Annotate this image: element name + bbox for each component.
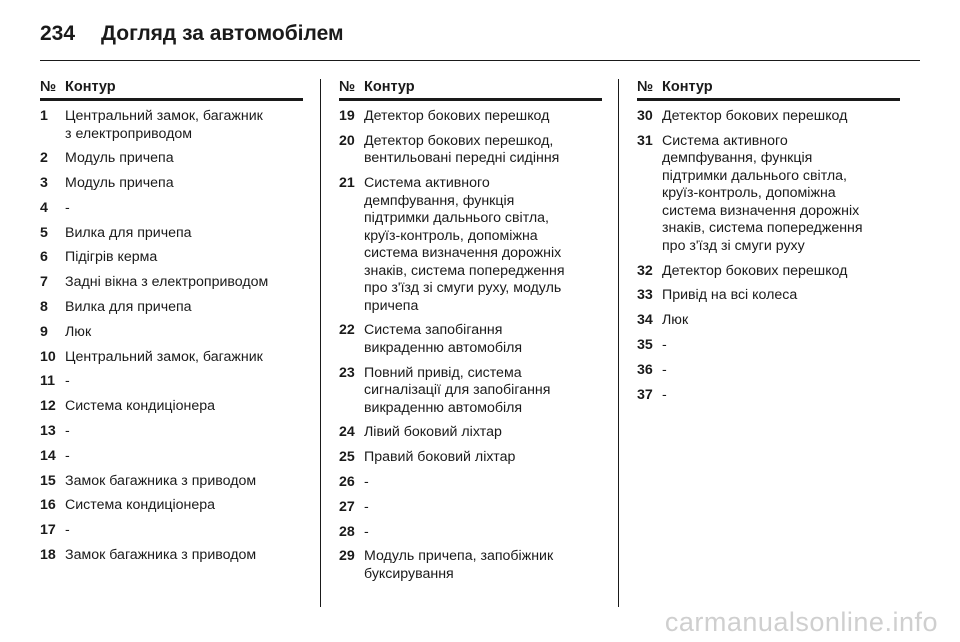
circuit-description: Люк: [65, 323, 92, 340]
circuit-description: Привід на всі колеса: [662, 287, 798, 304]
table-row: [637, 287, 900, 305]
table-row: [40, 398, 303, 416]
circuit-description: Система кондиціонера: [65, 398, 216, 415]
fuse-number: 23: [339, 364, 355, 381]
fuse-number: 5: [40, 224, 48, 241]
circuit-description: Правий боковий ліхтар: [364, 449, 516, 466]
table-row: [339, 548, 602, 583]
table-row: [40, 497, 303, 515]
circuit-description: Модуль причепа: [65, 175, 174, 192]
circuit-description: Задні вікна з електроприводом: [65, 274, 269, 291]
table-row: [40, 448, 303, 466]
table-row: [339, 108, 602, 126]
fuse-column-3: [637, 79, 900, 411]
fuse-number: 16: [40, 497, 56, 514]
table-row: [40, 423, 303, 441]
fuse-number: 1: [40, 108, 48, 124]
table-row: [40, 150, 303, 168]
fuse-number: 7: [40, 274, 48, 291]
fuse-column-2: [339, 79, 602, 591]
fuse-number: 20: [339, 132, 355, 149]
circuit-description: Люк: [662, 312, 689, 329]
fuse-number: 32: [637, 262, 653, 279]
column-divider: [320, 79, 321, 607]
table-row: [339, 499, 602, 517]
circuit-description: Лівий боковий ліхтар: [364, 424, 502, 441]
table-row: [40, 299, 303, 317]
table-row: [637, 362, 900, 380]
header-divider: [40, 60, 920, 61]
fuse-number: 25: [339, 449, 355, 466]
column-header: [637, 79, 900, 101]
fuse-number: 4: [40, 199, 48, 216]
table-row: [637, 108, 900, 126]
circuit-description: Центральний замок, багажник: [65, 348, 263, 365]
table-row: [637, 133, 900, 256]
circuit-description: Система запобігання викраденню автомобіля: [364, 322, 523, 356]
fuse-number: 34: [637, 312, 653, 329]
fuse-column-1: [40, 79, 303, 572]
column-header-circuit: Контур: [364, 79, 415, 95]
table-row: [339, 524, 602, 542]
fuse-number: 17: [40, 522, 56, 539]
fuse-number: 3: [40, 175, 48, 192]
fuse-number: 29: [339, 548, 355, 565]
circuit-description: -: [364, 498, 369, 515]
table-row: [40, 473, 303, 491]
fuse-number: 10: [40, 348, 56, 365]
table-row: [637, 337, 900, 355]
circuit-description: Повний привід, система сигналізації для запобігання викраденню автомобіля: [364, 364, 551, 416]
column-header-number: №: [637, 79, 654, 95]
fuse-number: 27: [339, 498, 355, 515]
page-title: Догляд за автомобілем: [101, 22, 344, 45]
circuit-description: Замок багажника з приводом: [65, 547, 257, 564]
circuit-description: Модуль причепа, запобіжник буксирування: [364, 548, 554, 582]
circuit-description: -: [65, 522, 70, 539]
column-header-circuit: Контур: [662, 79, 713, 95]
fuse-number: 15: [40, 472, 56, 489]
fuse-number: 19: [339, 108, 355, 124]
circuit-description: Вилка для причепа: [65, 299, 192, 316]
fuse-number: 33: [637, 287, 653, 304]
column-header-number: №: [40, 79, 57, 95]
table-row: [339, 175, 602, 315]
circuit-description: Система активного демпфування, функція підтримки дальнього світла, круїз-контроль, допоміжна система визначення дорожніх знаків, система попередження про з'їзд зі смуги руху: [662, 132, 863, 254]
table-row: [637, 387, 900, 405]
column-header-number: №: [339, 79, 356, 95]
fuse-number: 14: [40, 447, 56, 464]
column-header-circuit: Контур: [65, 79, 116, 95]
fuse-number: 24: [339, 424, 355, 441]
circuit-description: Підігрів керма: [65, 249, 158, 266]
table-row: [339, 133, 602, 168]
fuse-number: 35: [637, 336, 653, 353]
table-row: [40, 522, 303, 540]
circuit-description: Система активного демпфування, функція підтримки дальнього світла, круїз-контроль, допоміжна система визначення дорожніх знаків, система попередження про з'їзд зі смуги руху, модуль причепа: [364, 175, 565, 314]
fuse-number: 22: [339, 322, 355, 339]
column-divider: [618, 79, 619, 607]
fuse-number: 18: [40, 547, 56, 564]
fuse-number: 2: [40, 150, 48, 167]
circuit-description: -: [65, 423, 70, 440]
table-row: [339, 474, 602, 492]
table-row: [40, 274, 303, 292]
fuse-number: 11: [40, 373, 55, 390]
circuit-description: Детектор бокових перешкод: [662, 108, 848, 124]
circuit-description: -: [65, 199, 70, 216]
table-row: [40, 108, 303, 143]
circuit-description: -: [65, 447, 70, 464]
fuse-number: 30: [637, 108, 653, 124]
circuit-description: Детектор бокових перешкод: [662, 262, 848, 279]
circuit-description: -: [364, 523, 369, 540]
column-header: [339, 79, 602, 101]
fuse-number: 21: [339, 175, 355, 192]
circuit-description: -: [364, 474, 369, 491]
fuse-number: 37: [637, 386, 653, 403]
table-row: [40, 547, 303, 565]
table-row: [40, 249, 303, 267]
table-row: [339, 322, 602, 357]
circuit-description: Система кондиціонера: [65, 497, 216, 514]
watermark: carmanualsonline.info: [664, 607, 938, 637]
table-row: [40, 175, 303, 193]
circuit-description: -: [662, 361, 667, 378]
circuit-description: -: [662, 336, 667, 353]
circuit-description: -: [65, 373, 70, 390]
fuse-number: 26: [339, 474, 355, 491]
column-header: [40, 79, 303, 101]
circuit-description: Детектор бокових перешкод: [364, 108, 550, 124]
table-row: [339, 365, 602, 418]
circuit-description: Вилка для причепа: [65, 224, 192, 241]
fuse-number: 28: [339, 523, 355, 540]
table-row: [637, 312, 900, 330]
table-row: [339, 449, 602, 467]
circuit-description: Замок багажника з приводом: [65, 472, 257, 489]
circuit-description: Центральний замок, багажник з електроприводом: [65, 108, 263, 142]
table-row: [40, 349, 303, 367]
table-row: [40, 200, 303, 218]
fuse-number: 8: [40, 299, 48, 316]
fuse-number: 31: [637, 132, 653, 149]
circuit-description: Детектор бокових перешкод, вентильовані передні сидіння: [364, 132, 560, 167]
table-row: [40, 225, 303, 243]
circuit-description: Модуль причепа: [65, 150, 174, 167]
table-row: [637, 263, 900, 281]
table-row: [40, 373, 303, 391]
fuse-number: 6: [40, 249, 48, 266]
fuse-number: 13: [40, 423, 56, 440]
fuse-number: 9: [40, 323, 48, 340]
table-row: [40, 324, 303, 342]
page-header: [40, 14, 344, 54]
circuit-description: -: [662, 386, 667, 403]
table-row: [339, 424, 602, 442]
page-number: 234: [40, 22, 76, 45]
fuse-number: 36: [637, 361, 653, 378]
fuse-number: 12: [40, 398, 56, 415]
